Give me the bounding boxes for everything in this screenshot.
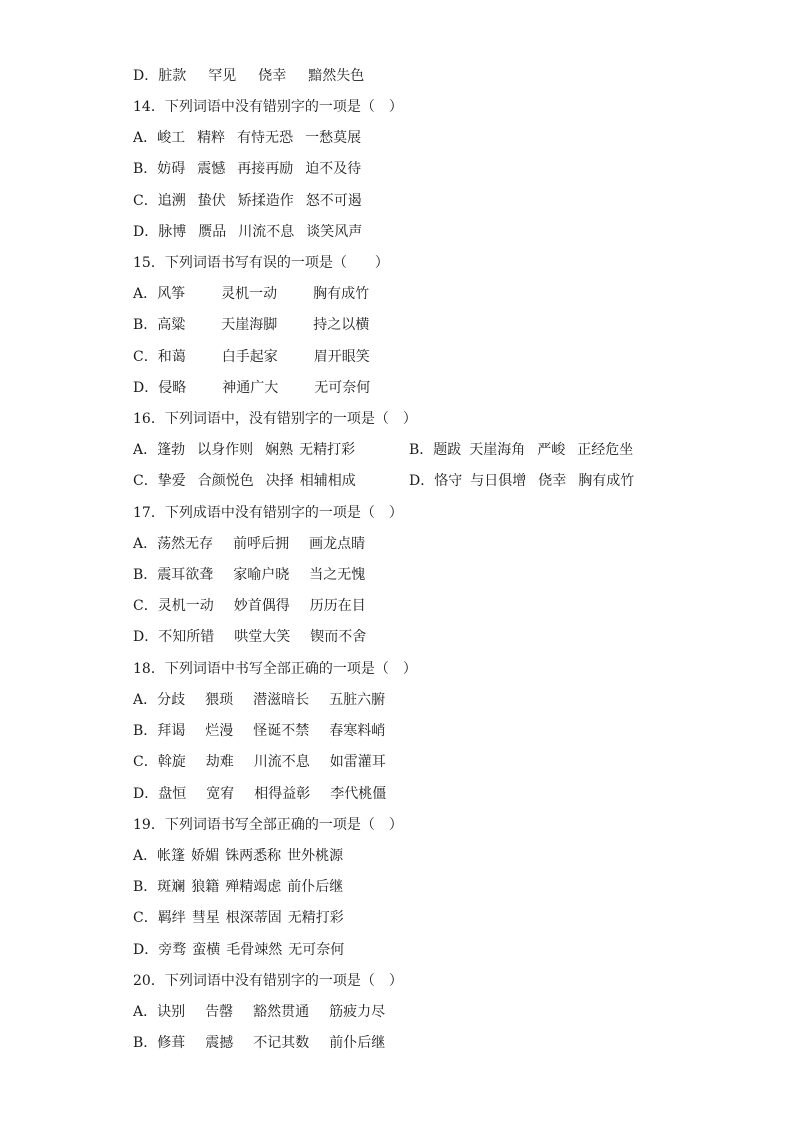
- option-letter: A．: [133, 442, 158, 458]
- word: 当之无愧: [309, 567, 366, 583]
- word: 拜谒: [157, 723, 186, 739]
- option-row-ab: [133, 438, 693, 462]
- option-row-cd: [133, 469, 693, 493]
- word: 蛰伏: [197, 193, 226, 209]
- word: 家喻户晓: [233, 567, 290, 583]
- word: 相得益彰: [254, 786, 311, 802]
- word: 筋疲力尽: [329, 1004, 386, 1020]
- word: 告罄: [205, 1004, 234, 1020]
- option-letter: A．: [133, 286, 158, 302]
- word: 无可奈何: [314, 380, 371, 396]
- option-letter: D．: [133, 380, 159, 396]
- word: 一愁莫展: [305, 130, 362, 146]
- option-letter: C．: [133, 910, 158, 926]
- word: 前呼后拥: [233, 536, 290, 552]
- word: 和蔼: [157, 349, 186, 365]
- word: 根深蒂固: [225, 910, 282, 926]
- option-a: [133, 1000, 385, 1024]
- word: 追溯: [157, 193, 186, 209]
- option-letter: B．: [133, 723, 158, 739]
- option-b: [133, 719, 385, 743]
- word: 不记其数: [253, 1035, 310, 1051]
- word: 迫不及待: [305, 161, 362, 177]
- question-18: 18．下列词语中书写全部正确的一项是（ ）: [133, 661, 417, 677]
- option-letter: B．: [133, 317, 158, 333]
- option-letter: C．: [133, 754, 158, 770]
- option-letter: D．: [133, 629, 159, 645]
- word: 画龙点睛: [309, 536, 366, 552]
- option-b: [133, 157, 361, 181]
- word: 羁绊: [157, 910, 186, 926]
- word: 决择: [265, 473, 294, 489]
- option-d: [133, 220, 362, 244]
- word: 前仆后继: [329, 1035, 386, 1051]
- option-c: [133, 469, 356, 493]
- word: 天崖海角: [469, 442, 526, 458]
- option-a: [133, 438, 355, 462]
- option-b: [133, 875, 343, 899]
- option-letter: A．: [133, 1004, 158, 1020]
- word: 怒不可遏: [305, 193, 362, 209]
- word: 猥琐: [205, 692, 234, 708]
- word: 李代桃僵: [330, 786, 387, 802]
- word: 帐篷: [157, 848, 186, 864]
- word: 峻工: [157, 130, 186, 146]
- word: 狼籍: [191, 879, 220, 895]
- word: 再接再励: [237, 161, 294, 177]
- option-b: [133, 563, 365, 587]
- word: 持之以横: [313, 317, 370, 333]
- option-c: [133, 750, 386, 774]
- word: 脉博: [158, 224, 187, 240]
- option-letter: C．: [133, 473, 158, 489]
- word: 潜滋暗长: [253, 692, 310, 708]
- word: 篷勃: [157, 442, 186, 458]
- option-a: [133, 126, 361, 150]
- word: 无精打彩: [287, 910, 344, 926]
- word: 震耳欲聋: [157, 567, 214, 583]
- option-letter: D．: [133, 786, 159, 802]
- option-d: [409, 469, 634, 493]
- option-a: [133, 532, 365, 556]
- word: 正经危坐: [577, 442, 634, 458]
- word: 题跋: [433, 442, 462, 458]
- word: 前仆后继: [287, 879, 344, 895]
- word: 天崖海脚: [221, 317, 278, 333]
- word: 神通广大: [222, 380, 279, 396]
- word: 修葺: [157, 1035, 186, 1051]
- option-letter: A．: [133, 692, 158, 708]
- word: 斑斓: [157, 879, 186, 895]
- word: 怪诞不禁: [253, 723, 310, 739]
- option-d: [133, 938, 344, 962]
- word: 无可奈何: [288, 942, 345, 958]
- word: 震憾: [197, 161, 226, 177]
- word: 宽宥: [206, 786, 235, 802]
- word: 毛骨竦然: [226, 942, 283, 958]
- word: 侥幸: [258, 68, 287, 84]
- option-letter: B．: [133, 879, 158, 895]
- option-d: [133, 782, 386, 806]
- word: 相辅相成: [299, 473, 356, 489]
- option-letter: A．: [133, 536, 158, 552]
- word: 春寒料峭: [329, 723, 386, 739]
- word: 有恃无恐: [237, 130, 294, 146]
- word: 胸有成竹: [578, 473, 635, 489]
- option-a: [133, 688, 385, 712]
- option-c: [133, 906, 344, 930]
- word: 灵机一动: [157, 598, 214, 614]
- word: 旁骛: [158, 942, 187, 958]
- option-a: [133, 844, 343, 868]
- word: 世外桃源: [287, 848, 344, 864]
- option-letter: D．: [133, 224, 159, 240]
- word: 川流不息: [238, 224, 295, 240]
- word: 无精打彩: [299, 442, 356, 458]
- question-19: 19．下列词语书写全部正确的一项是（ ）: [133, 817, 403, 833]
- word: 眉开眼笑: [313, 349, 370, 365]
- word: 分歧: [157, 692, 186, 708]
- option-letter: A．: [133, 848, 158, 864]
- word: 五脏六腑: [329, 692, 386, 708]
- word: 娴熟: [265, 442, 294, 458]
- word: 震撼: [205, 1035, 234, 1051]
- word: 盘恒: [158, 786, 187, 802]
- option-d: [133, 376, 370, 400]
- word: 严峻: [537, 442, 566, 458]
- question-16: 16．下列词语中，没有错别字的一项是（ ）: [133, 411, 417, 427]
- word: 川流不息: [253, 754, 310, 770]
- option-c: [133, 594, 366, 618]
- word: 锲而不舍: [310, 629, 367, 645]
- option-letter: D．: [133, 942, 159, 958]
- word: 合颜悦色: [197, 473, 254, 489]
- word: 豁然贯通: [253, 1004, 310, 1020]
- option-letter: B．: [409, 442, 434, 458]
- word: 以身作则: [197, 442, 254, 458]
- option-letter: B．: [133, 1035, 158, 1051]
- option-letter: D．: [133, 68, 159, 84]
- option-letter: C．: [133, 193, 158, 209]
- word: 风筝: [157, 286, 186, 302]
- option-d: [133, 64, 364, 88]
- question-14: 14．下列词语中没有错别字的一项是（ ）: [133, 99, 403, 115]
- word: 不知所错: [158, 629, 215, 645]
- option-letter: B．: [133, 567, 158, 583]
- word: 高粱: [157, 317, 186, 333]
- word: 娇媚: [191, 848, 220, 864]
- question-15: 15．下列词语书写有误的一项是（ ）: [133, 255, 389, 271]
- word: 矫揉造作: [237, 193, 294, 209]
- word: 历历在目: [309, 598, 366, 614]
- word: 侥幸: [538, 473, 567, 489]
- word: 哄堂大笑: [234, 629, 291, 645]
- word: 灵机一动: [221, 286, 278, 302]
- word: 妙首偶得: [233, 598, 290, 614]
- option-c: [133, 189, 362, 213]
- word: 白手起家: [221, 349, 278, 365]
- option-letter: D．: [409, 473, 435, 489]
- option-a: [133, 282, 369, 306]
- word: 诀别: [157, 1004, 186, 1020]
- word: 谈笑风声: [306, 224, 363, 240]
- word: 如雷灌耳: [329, 754, 386, 770]
- question-17: 17．下列成语中没有错别字的一项是（ ）: [133, 505, 403, 521]
- question-20: 20．下列词语中没有错别字的一项是（ ）: [133, 973, 403, 989]
- option-letter: A．: [133, 130, 158, 146]
- word: 斡旋: [157, 754, 186, 770]
- option-c: [133, 345, 370, 369]
- word: 与日俱增: [470, 473, 527, 489]
- word: 胸有成竹: [313, 286, 370, 302]
- word: 赝品: [198, 224, 227, 240]
- word: 殚精竭虑: [225, 879, 282, 895]
- option-b: [409, 438, 633, 462]
- word: 挚爱: [157, 473, 186, 489]
- word: 恪守: [434, 473, 463, 489]
- word: 侵略: [158, 380, 187, 396]
- word: 彗星: [191, 910, 220, 926]
- word: 脏款: [158, 68, 187, 84]
- word: 蛮横: [192, 942, 221, 958]
- option-letter: B．: [133, 161, 158, 177]
- word: 黯然失色: [308, 68, 365, 84]
- word: 劫难: [205, 754, 234, 770]
- word: 妨碍: [157, 161, 186, 177]
- option-b: [133, 1031, 385, 1055]
- word: 铢两悉称: [225, 848, 282, 864]
- word: 精粹: [197, 130, 226, 146]
- option-b: [133, 313, 369, 337]
- word: 荡然无存: [157, 536, 214, 552]
- option-letter: C．: [133, 349, 158, 365]
- option-d: [133, 625, 366, 649]
- word: 罕见: [208, 68, 237, 84]
- option-letter: C．: [133, 598, 158, 614]
- word: 烂漫: [205, 723, 234, 739]
